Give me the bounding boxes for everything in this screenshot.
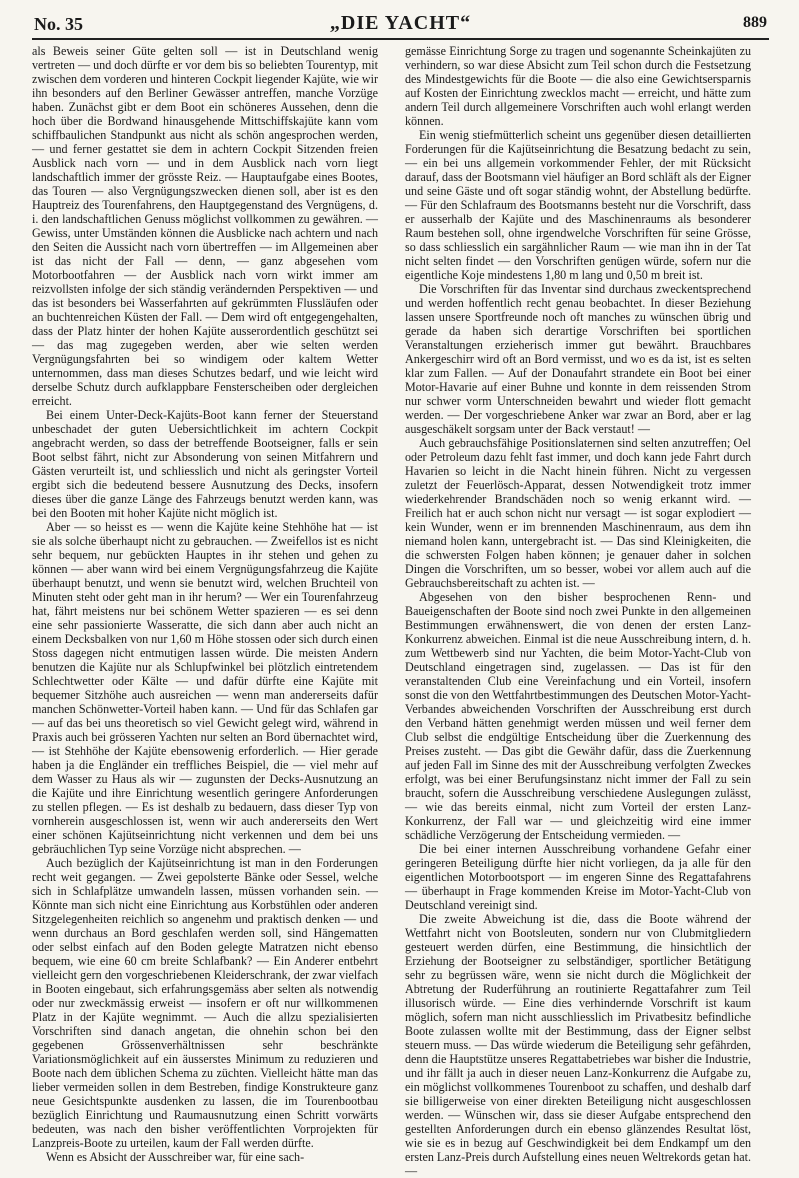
paragraph: Bei einem Unter-Deck-Kajüts-Boot kann ferner der Steuerstand unbeschadet der guten Uebersichtlichkeit im achtern Cockpit angebracht werden, so dass der betreffende Bootseigner, falls er sein Boot selbst fährt, nicht zur Absonderung von seinen Mitfahrern und Gästen verurteilt ist, und schliesslich und nicht als geringster Vorteil ergibt sich die bedeutend bessere Ausnutzung des Decks, insofern dieses über die ganze Länge des Fahrzeugs benutzt werden kann, was bei den Booten mit hoher Kajüte nicht möglich ist. xyxy=(32,408,378,520)
paragraph: Abgesehen von den bisher besprochenen Renn- und Baueigenschaften der Boote sind noch zwei Punkte in den allgemeinen Bestimmungen erwähnenswert, die von denen der ersten Lanz-Konkurrenz abweichen. Einmal ist die neue Ausschreibung intern, d. h. zum Wettbewerb sind nur Yachten, die beim Motor-Yacht-Club von Deutschland eingetragen sind, zugelassen. — Das ist für den veranstaltenden Club eine Vereinfachung und ein Vorteil, insofern sonst die von den Wettfahrtbestimmungen des Deutschen Motor-Yacht-Verbandes abweichenden Vorschriften der Ausschreibung erst durch den Verband hätten genehmigt werden müssen und weil ferner dem Club selbst die endgültige Entscheidung über die Zuerkennung des Preises zusteht. — Das gibt die Gewähr dafür, dass die Zuerkennung auf jeden Fall im Sinne des mit der Ausschreibung verfolgten Zweckes erfolgt, was bei einer Berufungsinstanz nicht immer der Fall zu sein braucht, sofern die Ausschreibung verschiedene Auslegungen zulässt, — wie das bereits einmal, nicht zum Vorteil der ersten Lanz-Konkurrenz, der Fall war — und gleichzeitig wird eine immer schädliche Verzögerung der Entscheidung vermieden. — xyxy=(405,590,751,842)
paragraph: Die bei einer internen Ausschreibung vorhandene Gefahr einer geringeren Beteiligung dürfte hier nicht vorliegen, da ja alle für den eigentlichen Motorbootsport — im engeren Sinne des Regattafahrens — überhaupt in Frage kommenden Kreise im Motor-Yacht-Club von Deutschland vereinigt sind. xyxy=(405,842,751,912)
paragraph: Wenn es Absicht der Ausschreiber war, für eine sach- xyxy=(46,1150,305,1164)
paragraph: gemässe Einrichtung Sorge zu tragen und sogenannte Scheinkajüten zu verhindern, so war diese Absicht zum Teil schon durch die Festsetzung des Mindestgewichts für die Boote — die also eine Gewichtsersparnis auf Kosten der Einrichtung zwecklos macht — erreicht, und hätte zum andern Teil durch allgemeinere Vorschriften auch wohl erlangt werden können. xyxy=(405,44,751,128)
paragraph: Ein wenig stiefmütterlich scheint uns gegenüber diesen detaillierten Forderungen für die Kajütseinrichtung die Besatzung bedacht zu sein, — ein bei uns allgemein vorkommender Fehler, der mit Rücksicht darauf, dass der Bootsmann viel häufiger an Bord schläft als der Eigner und seine Gäste und oft sogar ständig wohnt, der Abstellung bedürfte. — Für den Schlafraum des Bootsmanns besteht nur die Vorschrift, dass er ausserhalb der Kajüte und des Maschinenraums als besonderer Raum bestehen soll, ohne irgendwelche Vorschriften für seine Grösse, so dass schliesslich ein sargähnlicher Raum — wie man ihn in der Tat nicht selten findet — den Vorschriften genügen würde, sofern nur die eigentliche Koje mindestens 1,80 m lang und 0,50 m breit ist. xyxy=(405,128,751,282)
paragraph: Aber — so heisst es — wenn die Kajüte keine Stehhöhe hat — ist sie als solche überhaupt nicht zu gebrauchen. — Zweifellos ist es nicht sehr bequem, nur gebückten Hauptes in ihr stehen und gehen zu können — aber wann wird bei einem Vergnügungsfahrzeug die Kajüte überhaupt benutzt, und wenn sie benutzt wird, welchen Bruchteil von Minuten steht oder geht man in ihr herum? — Wer ein Tourenfahrzeug hat, fährt meistens nur bei schönem Wetter spazieren — es sei denn eine sehr passionierte Wasseratte, die sich dann aber auch nicht an einem Decksbalken von nur 1,60 m Höhe stossen oder sich durch einen Stoss dagegen nicht entmutigen lassen würde. Die meisten Andern benutzen die Kajüte nur als Schlupfwinkel bei plötzlich eintretendem Schlechtwetter oder Kälte — und dafür dürfte eine Kajüte mit bequemer Sitzhöhe auch ausreichen — wenn man andererseits dafür manchen Schönwetter-Vorteil haben kann. — Und für das Schlafen gar — auf das bei uns theoretisch so viel Gewicht gelegt wird, während in Praxis auch bei grösseren Yachten nur selten an Bord übernachtet wird, — ist Stehhöhe der Kajüte ebensowenig erforderlich. — Hier gerade haben ja die Engländer ein treffliches Beispiel, die — viel mehr auf dem Wasser zu Haus als wir — zugunsten der Decks-Ausnutzung an die Kajüte und ihre Einrichtung wesentlich geringere Anforderungen zu stellen pflegen. — Es ist deshalb zu bedauern, dass dieser Typ von vornherein ausgeschlossen ist, wenn wir auch andererseits den Wert einer schönen Kajütseinrichtung nicht verkennen und dem bei uns gebräuchlichen Typ seine Vorzüge nicht absprechen. — xyxy=(32,520,378,856)
issue-number: No. 35 xyxy=(34,14,83,34)
right-column xyxy=(405,44,751,1178)
paragraph: Die Vorschriften für das Inventar sind durchaus zweckentsprechend und werden hoffentlich recht genau beobachtet. In dieser Beziehung lassen unsere Sportfreunde noch oft manches zu wünschen übrig und gerade da haben sich derartige Vorschriften bei sportlichen Veranstaltungen erzieherisch immer gut bewährt. Brauchbares Ankergeschirr wird oft an Bord vermisst, und wo es da ist, ist es selten klar zum Fallen. — Auf der Donaufahrt strandete ein Boot bei einer Motor-Havarie auf einer Buhne und konnte in dem reissenden Strom nur schwer vorm Unterschneiden bewahrt und wieder flott gemacht werden. — Der vorgeschriebene Anker war zwar an Bord, aber er lag ausgeschäkelt sorgsam unter der Back verstaut! — xyxy=(405,282,751,436)
left-column xyxy=(32,44,378,1164)
paragraph: Auch gebrauchsfähige Positionslaternen sind selten anzutreffen; Oel oder Petroleum dazu fehlt fast immer, und doch kann jede Fahrt durch Havarien so leicht in die Nacht hinein führen. Nicht zu vergessen zuletzt der Feuerlösch-Apparat, dessen Notwendigkeit trotz immer wiederkehrender Brandschäden noch so wenig erkannt wird. — Freilich hat er auch schon nicht nur versagt — ist sogar explodiert — kein Wunder, wenn er im brennenden Maschinenraum, aus dem ihn niemand holen kann, untergebracht ist. — Das sind Kleinigkeiten, die die schwersten Folgen haben können; je genauer daher in solchen Dingen die Vorschriften, um so besser, wobei vor allem auch auf die Gebrauchsbereitschaft zu achten ist. — xyxy=(405,436,751,590)
paragraph: als Beweis seiner Güte gelten soll — ist in Deutschland wenig vertreten — und doch dürfte er vor dem bis so beliebten Tourentyp, mit zwischen dem vorderen und hinteren Cockpit liegender Kajüte, wie wir ihn besonders auf den Berliner Gewässer antreffen, manche Vorzüge haben. Zunächst gibt er dem Boot ein schöneres Aussehen, denn die hoch über die Bordwand hinausgehende Mittschiffskajüte kann vom schiffbaulichen Standpunkt aus nicht als schön angesprochen werden, — und ferner gestattet sie dem in achtern Cockpit Sitzenden freien Ausblick nach vorn — und in dem Ausblick nach vorn liegt landschaftlich immer der grösste Reiz. — Hauptaufgabe eines Bootes, das Touren — also Vergnügungszwecken dienen soll, aber ist es den Hauptreiz des Tourenfahrens, den Hauptgegenstand des Vergnügens, d. i. den landschaftlichen Genuss möglichst vollkommen zu gewähren. — Gewiss, unter Umständen können die Ausblicke nach achtern und nach den Seiten die Aussicht nach vorn übertreffen — im Allgemeinen aber ist das nicht der Fall — denn, — ganz abgesehen vom Motorbootfahren — der Ausblick nach vorn wirkt immer am reizvollsten infolge der sich ständig verändernden Perspektiven — und das ist besonders bei Wasserfahrten auf gekrümmten Flussläufen oder an buchtenreichen Küsten der Fall. — Dem wird oft entgegengehalten, dass der Platz hinter der hohen Kajüte ausserordentlich geschützt sei — das mag zugegeben werden, aber wie selten werden Vergnügungsfahrten bei so windigem oder kaltem Wetter unternommen, dass man dieses Schutzes bedarf, und wie leicht wird derselbe Schutz durch aufklappbare Fensterscheiben oder dergleichen erreicht. xyxy=(32,44,378,408)
header-rule xyxy=(32,38,769,40)
page-number: 889 xyxy=(743,14,767,31)
paragraph: Die zweite Abweichung ist die, dass die Boote während der Wettfahrt nicht von Bootsleuten, sondern nur von Clubmitgliedern gesteuert werden dürfen, eine Bestimmung, die hinsichtlich der Erziehung der Bootseigner zu selbständiger, sportlicher Betätigung sehr zu begrüssen wäre, wenn sie nicht durch die Möglichkeit der Abtretung der Ruderführung an routinierte Regattafahrer zum Teil illusorisch würde. — Eine dies verhindernde Vorschrift ist kaum möglich, sofern man nicht ausschliesslich im Privatbesitz befindliche Boote zulassen wollte mit der Bestimmung, dass der Eigner selbst steuern muss. — Das würde wiederum die Beteiligung sehr gefährden, denn die Hauptstütze unseres Regattabetriebes war bisher die Industrie, und ihr fällt ja auch in dieser neuen Lanz-Konkurrenz die Aufgabe zu, ein möglichst vollkommenes Tourenboot zu schaffen, und deshalb darf sie billigerweise von einer direkten Beteiligung nicht ausgeschlossen werden. — Wünschen wir, dass sie dieser Aufgabe entsprechend den gestellten Anforderungen durch ein ebenso glänzendes Resultat löst, wie sie es in bezug auf Geschwindigkeit bei dem Endkampf um den ersten Lanz-Preis durch Aufstellung eines neuen Weltrekords getan hat. — xyxy=(405,912,751,1178)
publication-title: „DIE YACHT“ xyxy=(329,12,472,34)
page-header xyxy=(34,12,767,38)
paragraph: Auch bezüglich der Kajütseinrichtung ist man in den Forderungen recht weit gegangen. — Zwei gepolsterte Bänke oder Sessel, welche sich in Schlafplätze umwandeln lassen, müssen vorhanden sein. — Könnte man sich nicht eine Einrichtung aus Korbstühlen oder anderen Sitzgelegenheiten reichlich so angenehm und praktisch denken — und wenn durchaus an Bord geschlafen werden soll, sind Hängematten oder selbst einfach auf den Boden gelegte Matratzen nicht ebenso bequem, wie eine 60 cm breite Schlafbank? — Ein Anderer entbehrt vielleicht gern den vorgeschriebenen Kleiderschrank, der zwar vielfach in Booten eingebaut, sich erfahrungsgemäss aber selten als notwendig oder nur zweckmässig erweist — insofern er oft nur willkommenen Platz in der Kajüte wegnimmt. — Auch die allzu spezialisierten Vorschriften sind danach angetan, die ohnehin schon bei den gegebenen Grössenverhältnissen sehr beschränkte Variationsmöglichkeit auf ein äusserstes Minimum zu reduzieren und Boote nach dem üblichen Schema zu züchten. Vielleicht hätte man das lieber vermeiden sollen in dem Bestreben, findige Konstrukteure ganz neue Gesichtspunkte ausdenken zu lassen, die im Tourenbootbau bezüglich Einrichtung und Raumausnutzung einen Schritt vorwärts bedeuten, was nach den bisher veröffentlichten Vorprojekten für Lanzpreis-Boote zu urteilen, kaum der Fall werden dürfte. xyxy=(32,856,378,1150)
